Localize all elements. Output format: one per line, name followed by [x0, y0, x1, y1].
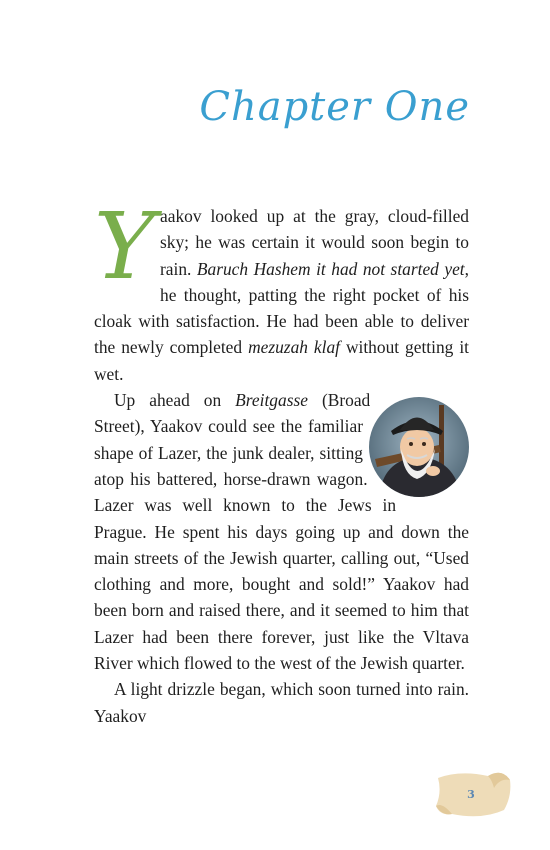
p1-italic-mezuzah-klaf: mezuzah klaf: [248, 337, 340, 358]
chapter-text: [94, 193, 469, 729]
p1-text-e: without getting it wet.: [94, 337, 469, 384]
lazer-portrait-illustration: [369, 397, 469, 497]
p2-text-a: Up ahead on: [114, 390, 236, 411]
page-number: 3: [467, 788, 475, 801]
p2-italic-breitgasse: Breitgasse: [235, 390, 308, 411]
p2-text-c: (Broad Street), Yaakov could see the familiar shape of Lazer, the junk dealer, sitting atop his battered, horse-drawn wagon. Lazer was well known to the Jews in Prague. He spent his days going up and down the main streets of the Jewish quarter, calling out, “Used clothing and more, bought and sold!” Yaakov had been born and raised there, and it seemed to him that Lazer had been there forever, just like the Vltava River which flowed to the west of the Jewish quarter.: [94, 390, 469, 674]
paragraph-2: [94, 387, 469, 676]
p3-text-a: A light drizzle began, which soon turned into rain. Yaakov: [94, 679, 469, 726]
paragraph-3: [94, 676, 469, 729]
p1-text-c: , he thought, patting the right pocket of his cloak with satisfaction. He had been able to deliver the newly completed: [94, 258, 469, 358]
drop-cap: Y: [94, 193, 155, 300]
p1-italic-baruch-hashem: Baruch Hashem it had not started yet: [196, 258, 465, 279]
p1-text-a: aakov looked up at the gray, cloud-filled sky; he was certain it would soon begin to rain.: [160, 206, 469, 279]
chapter-title: Chapter One: [199, 84, 470, 130]
